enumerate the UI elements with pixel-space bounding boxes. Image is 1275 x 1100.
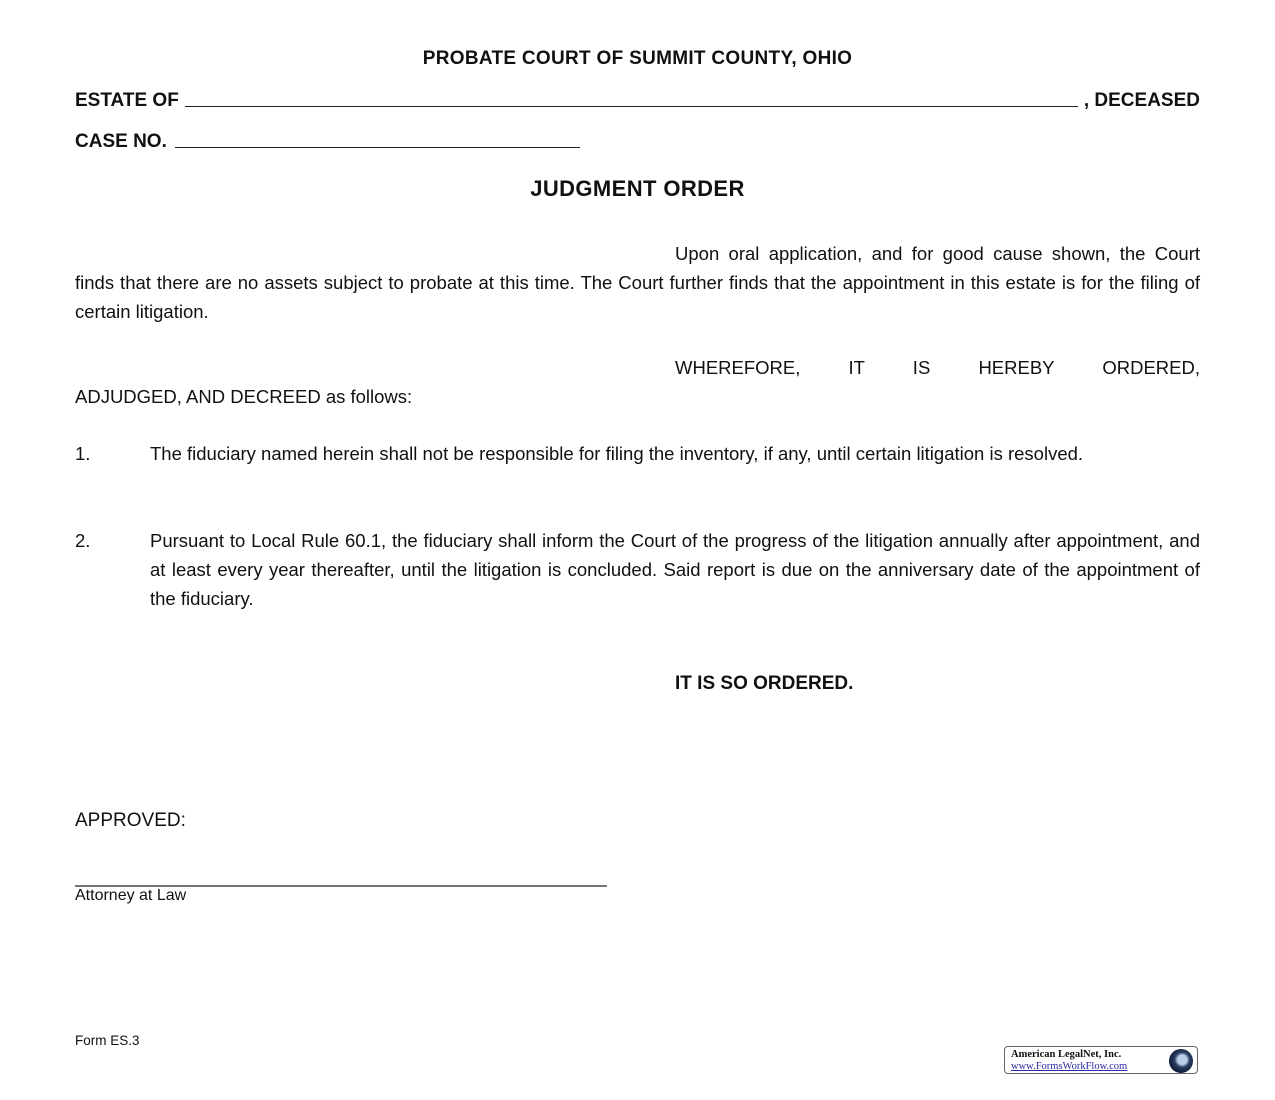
- order-item-1: [75, 439, 1200, 468]
- order-item-number: 2.: [75, 530, 91, 551]
- order-item-text: The fiduciary named herein shall not be responsible for filing the inventory, if any, until certain litigation is resolved.: [150, 443, 1084, 464]
- court-heading: PROBATE COURT OF SUMMIT COUNTY, OHIO: [422, 48, 853, 69]
- attorney-label: Attorney at Law: [75, 887, 187, 904]
- globe-logo-icon: [1169, 1049, 1193, 1073]
- findings-paragraph: [75, 239, 1200, 326]
- so-ordered-text: IT IS SO ORDERED.: [675, 673, 854, 694]
- wherefore-first-line: WHEREFORE, IT IS HEREBY ORDERED,: [675, 357, 1200, 378]
- wherefore-paragraph: [75, 353, 1200, 411]
- case-no-row: [75, 127, 580, 153]
- approved-label: APPROVED:: [75, 810, 186, 831]
- document-title: JUDGMENT ORDER: [530, 176, 745, 201]
- order-item-text: Pursuant to Local Rule 60.1, the fiduciary shall inform the Court of the progress of the litigation annually after appointment, and at least every year thereafter, until the litigation is concluded. Said report is due on the anniversary date of the appointment of the fiduciary.: [150, 530, 1200, 609]
- deceased-label: , DECEASED: [1083, 90, 1200, 111]
- case-no-field[interactable]: [175, 146, 580, 148]
- form-number: Form ES.3: [75, 1033, 140, 1048]
- order-item-2: [75, 526, 1200, 613]
- publisher-badge[interactable]: [1004, 1046, 1198, 1074]
- publisher-name: American LegalNet, Inc.: [1011, 1049, 1122, 1060]
- estate-of-row: [75, 86, 1200, 112]
- wherefore-rest: ADJUDGED, AND DECREED as follows:: [75, 386, 413, 407]
- estate-of-label: ESTATE OF: [75, 90, 179, 111]
- findings-first-line: Upon oral application, and for good cause shown,: [675, 243, 1111, 264]
- estate-name-field[interactable]: [185, 105, 1078, 107]
- order-item-number: 1.: [75, 443, 91, 464]
- publisher-url-link[interactable]: www.FormsWorkFlow.com: [1011, 1061, 1128, 1072]
- case-no-label: CASE NO.: [75, 131, 167, 152]
- findings-rest: the Court finds that there are no assets subject to probate at this time. The Court further finds that the appointment in this estate is for the filing of certain litigation.: [75, 243, 1200, 322]
